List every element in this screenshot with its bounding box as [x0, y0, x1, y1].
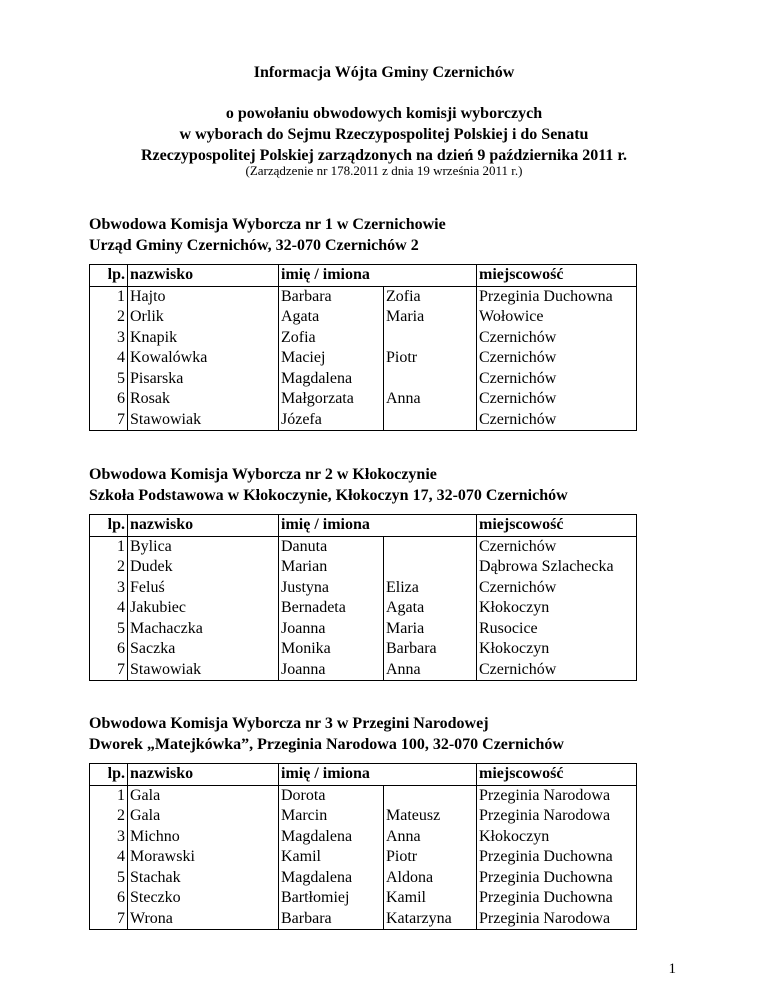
header-miejscowosc: miejscowość [479, 516, 564, 534]
cell-nazwisko: Pisarska [128, 369, 279, 390]
document-subtitle-line-2: w wyborach do Sejmu Rzeczypospolitej Polskiej i do Senatu [179, 126, 589, 143]
cell-miejscowosc: Przeginia Duchowna [479, 868, 613, 886]
table-row [90, 389, 637, 410]
cell-imie-2: Eliza [384, 578, 477, 599]
cell-imie-2: Kamil [384, 888, 477, 909]
table-row [90, 307, 637, 328]
document-header [0, 62, 768, 166]
cell-nazwisko: Machaczka [128, 619, 279, 640]
cell-imie-1: Bartłomiej [279, 888, 384, 909]
header-nazwisko: nazwisko [128, 764, 279, 786]
cell-imie-2 [384, 557, 477, 578]
cell-imie-1: Marian [279, 557, 384, 578]
cell-lp: 3 [90, 328, 128, 349]
cell-imie-1: Zofia [279, 328, 384, 349]
commission-section-2 [89, 464, 689, 681]
cell-miejscowosc: Czernichów [479, 390, 557, 408]
cell-imie-2: Anna [384, 827, 477, 848]
cell-lp: 1 [90, 785, 128, 806]
document-subtitle-line-1: o powołaniu obwodowych komisji wyborczych [225, 105, 543, 122]
cell-imie-2 [384, 536, 477, 557]
cell-lp: 7 [90, 909, 128, 930]
cell-miejscowosc: Przeginia Duchowna [479, 848, 613, 866]
cell-lp: 7 [90, 660, 128, 681]
table-header-row [90, 515, 637, 537]
cell-imie-1: Danuta [279, 536, 384, 557]
cell-nazwisko: Hajto [128, 286, 279, 307]
table-header-row [90, 265, 637, 287]
cell-lp: 6 [90, 888, 128, 909]
header-imie: imię / imiona [279, 764, 477, 786]
cell-imie-2 [384, 328, 477, 349]
cell-imie-2: Mateusz [384, 806, 477, 827]
cell-nazwisko: Bylica [128, 536, 279, 557]
cell-lp: 5 [90, 619, 128, 640]
cell-miejscowosc: Przeginia Duchowna [477, 286, 637, 307]
cell-imie-1: Joanna [279, 660, 384, 681]
table-row [90, 888, 637, 909]
cell-miejscowosc: Przeginia Narodowa [477, 785, 637, 806]
document-note: (Zarządzenie nr 178.2011 z dnia 19 września 2011 r.) [245, 163, 523, 178]
header-nazwisko: nazwisko [128, 265, 279, 287]
cell-imie-2: Agata [384, 598, 477, 619]
cell-imie-2: Anna [384, 660, 477, 681]
cell-lp: 2 [90, 307, 128, 328]
cell-imie-1: Bernadeta [279, 598, 384, 619]
cell-miejscowosc: Dąbrowa Szlachecka [479, 558, 614, 576]
header-lp: lp. [90, 265, 128, 287]
document-subtitle-line-3: Rzeczypospolitej Polskiej zarządzonych na dzień 9 października 2011 r. [140, 147, 628, 164]
cell-nazwisko: Rosak [128, 389, 279, 410]
commission-section-1 [89, 214, 689, 431]
cell-nazwisko: Saczka [128, 639, 279, 660]
cell-lp: 4 [90, 847, 128, 868]
cell-lp: 4 [90, 348, 128, 369]
table-row [90, 598, 637, 619]
cell-nazwisko: Wrona [128, 909, 279, 930]
table-row [90, 868, 637, 889]
cell-imie-2: Aldona [384, 868, 477, 889]
cell-nazwisko: Steczko [128, 888, 279, 909]
header-lp: lp. [90, 515, 128, 537]
cell-miejscowosc: Czernichów [479, 328, 557, 346]
cell-nazwisko: Stawowiak [128, 660, 279, 681]
table-row [90, 660, 637, 681]
table-row [90, 847, 637, 868]
table-row [90, 557, 637, 578]
table-row [90, 348, 637, 369]
cell-nazwisko: Stawowiak [128, 410, 279, 431]
cell-imie-2: Piotr [384, 348, 477, 369]
table-row [90, 536, 637, 557]
cell-miejscowosc: Przeginia Narodowa [479, 807, 611, 825]
section-title: Obwodowa Komisja Wyborcza nr 1 w Czernichowie [89, 216, 446, 233]
cell-lp: 3 [90, 827, 128, 848]
cell-imie-2: Maria [384, 619, 477, 640]
commission-section-3 [89, 713, 689, 930]
members-table [89, 763, 637, 930]
cell-imie-1: Justyna [279, 578, 384, 599]
cell-nazwisko: Michno [128, 827, 279, 848]
cell-imie-2 [384, 785, 477, 806]
cell-imie-2: Katarzyna [384, 909, 477, 930]
cell-nazwisko: Stachak [128, 868, 279, 889]
section-address: Urząd Gminy Czernichów, 32-070 Czernichów 2 [89, 237, 419, 254]
cell-nazwisko: Orlik [128, 307, 279, 328]
cell-imie-1: Magdalena [279, 369, 384, 390]
table-row [90, 909, 637, 930]
members-table [89, 264, 637, 431]
cell-miejscowosc: Rusocice [479, 619, 538, 637]
cell-lp: 6 [90, 389, 128, 410]
cell-imie-1: Agata [279, 307, 384, 328]
cell-nazwisko: Knapik [128, 328, 279, 349]
header-miejscowosc: miejscowość [479, 266, 564, 284]
cell-imie-1: Magdalena [279, 827, 384, 848]
cell-imie-1: Józefa [279, 410, 384, 431]
document-title: Informacja Wójta Gminy Czernichów [253, 64, 515, 81]
cell-miejscowosc: Czernichów [479, 410, 557, 428]
cell-imie-1: Barbara [279, 909, 384, 930]
cell-imie-2: Piotr [384, 847, 477, 868]
cell-nazwisko: Feluś [128, 578, 279, 599]
cell-lp: 3 [90, 578, 128, 599]
cell-imie-2: Anna [384, 389, 477, 410]
header-nazwisko: nazwisko [128, 515, 279, 537]
header-imie: imię / imiona [279, 265, 477, 287]
cell-nazwisko: Gala [128, 785, 279, 806]
cell-lp: 7 [90, 410, 128, 431]
header-lp: lp. [90, 764, 128, 786]
cell-miejscowosc: Przeginia Duchowna [479, 889, 613, 907]
cell-imie-2: Barbara [384, 639, 477, 660]
cell-nazwisko: Jakubiec [128, 598, 279, 619]
cell-nazwisko: Dudek [128, 557, 279, 578]
cell-imie-2 [384, 369, 477, 390]
cell-imie-2 [384, 410, 477, 431]
cell-imie-1: Joanna [279, 619, 384, 640]
cell-nazwisko: Kowalówka [128, 348, 279, 369]
cell-imie-2: Maria [384, 307, 477, 328]
cell-miejscowosc: Kłokoczyn [479, 599, 550, 617]
table-row [90, 328, 637, 349]
members-table [89, 514, 637, 681]
cell-lp: 2 [90, 557, 128, 578]
section-address: Dworek „Matejkówka”, Przeginia Narodowa 100, 32-070 Czernichów [89, 736, 564, 753]
table-row [90, 369, 637, 390]
header-miejscowosc: miejscowość [479, 765, 564, 783]
cell-imie-2: Zofia [384, 286, 477, 307]
cell-imie-1: Monika [279, 639, 384, 660]
cell-lp: 1 [90, 286, 128, 307]
cell-nazwisko: Morawski [128, 847, 279, 868]
cell-miejscowosc: Czernichów [479, 578, 557, 596]
cell-miejscowosc: Czernichów [479, 660, 557, 678]
cell-miejscowosc: Kłokoczyn [479, 827, 550, 845]
cell-imie-1: Małgorzata [279, 389, 384, 410]
table-row [90, 785, 637, 806]
table-row [90, 286, 637, 307]
header-imie: imię / imiona [279, 515, 477, 537]
table-row [90, 578, 637, 599]
cell-lp: 5 [90, 369, 128, 390]
cell-nazwisko: Gala [128, 806, 279, 827]
cell-miejscowosc: Przeginia Narodowa [479, 909, 611, 927]
cell-imie-1: Kamil [279, 847, 384, 868]
cell-lp: 4 [90, 598, 128, 619]
cell-lp: 1 [90, 536, 128, 557]
section-title: Obwodowa Komisja Wyborcza nr 2 w Kłokoczynie [89, 466, 437, 483]
page-number: 1 [668, 961, 676, 977]
table-row [90, 639, 637, 660]
cell-miejscowosc: Czernichów [479, 349, 557, 367]
table-row [90, 619, 637, 640]
cell-miejscowosc: Kłokoczyn [479, 640, 550, 658]
section-title: Obwodowa Komisja Wyborcza nr 3 w Przegini Narodowej [89, 715, 489, 732]
cell-miejscowosc: Czernichów [477, 536, 637, 557]
cell-imie-1: Dorota [279, 785, 384, 806]
cell-imie-1: Maciej [279, 348, 384, 369]
table-row [90, 806, 637, 827]
cell-imie-1: Barbara [279, 286, 384, 307]
table-header-row [90, 764, 637, 786]
section-address: Szkoła Podstawowa w Kłokoczynie, Kłokoczyn 17, 32-070 Czernichów [89, 487, 568, 504]
cell-imie-1: Magdalena [279, 868, 384, 889]
cell-lp: 6 [90, 639, 128, 660]
table-row [90, 827, 637, 848]
cell-miejscowosc: Wołowice [479, 308, 544, 326]
cell-miejscowosc: Czernichów [479, 369, 557, 387]
cell-lp: 5 [90, 868, 128, 889]
cell-lp: 2 [90, 806, 128, 827]
table-row [90, 410, 637, 431]
cell-imie-1: Marcin [279, 806, 384, 827]
